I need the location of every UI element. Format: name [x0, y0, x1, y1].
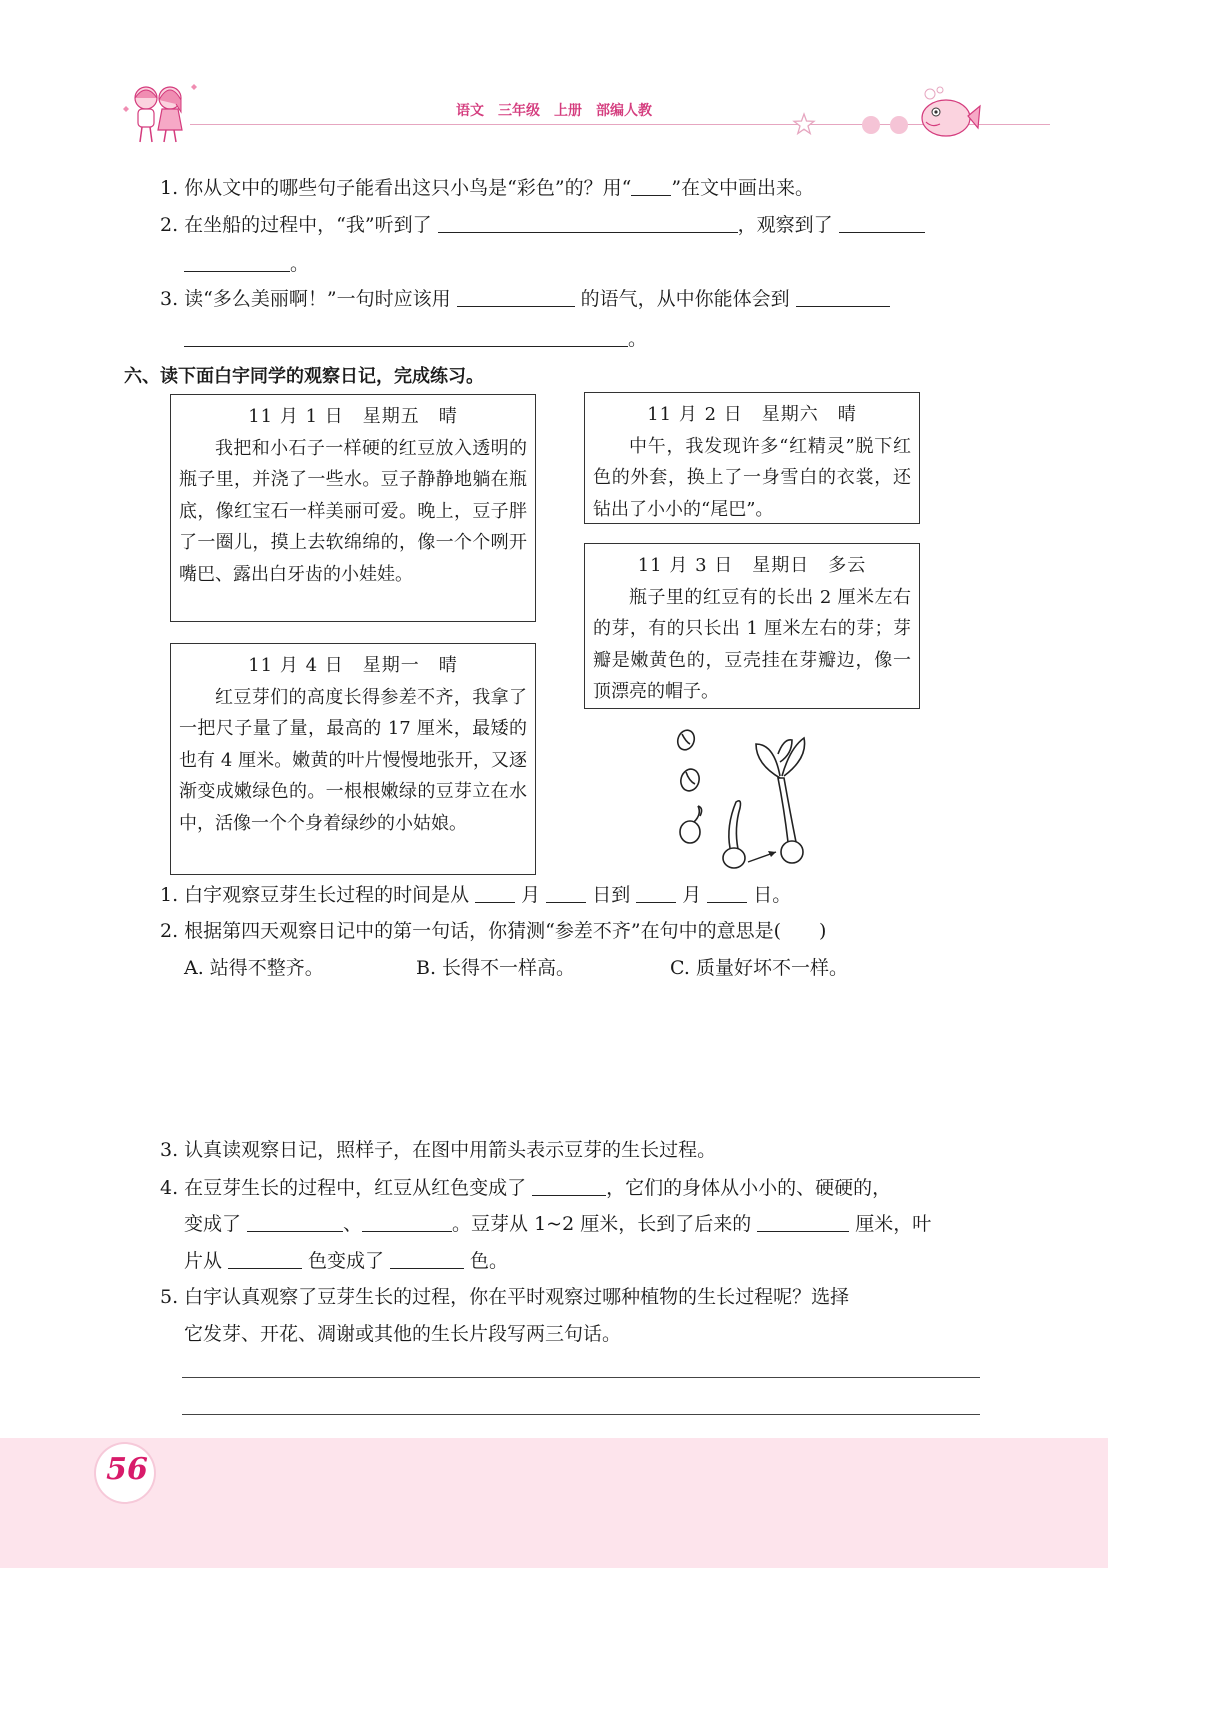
star-icon	[792, 112, 816, 140]
answer-blank[interactable]	[631, 175, 671, 196]
diary-date: 11 月 2 日 星期六 晴	[647, 404, 857, 425]
exercise-1	[160, 882, 791, 907]
question-3-text: 3. 读“多么美丽啊！”一句时应该用	[160, 288, 451, 310]
header-title: 语文 三年级 上册 部编人教	[456, 103, 652, 119]
fish-illustration	[912, 86, 982, 142]
option-c[interactable]: C. 质量好坏不一样。	[670, 957, 848, 979]
answer-blank[interactable]	[796, 286, 890, 307]
diary-body: 红豆芽们的高度长得参差不齐，我拿了一把尺子量了量，最高的 17 厘米，最矮的也有 4 厘米。嫩黄的叶片慢慢地张开，又逐渐变成嫩绿色的。一根根嫩绿的豆芽立在水中，活像一个个身着绿纱的小姑娘。	[179, 686, 527, 834]
question-2-mid: ，观察到了	[737, 214, 833, 236]
exercise-1-month-2: 月	[682, 884, 702, 906]
exercise-1-text: 1. 白宇观察豆芽生长过程的时间是从	[160, 884, 470, 906]
answer-blank[interactable]	[636, 882, 676, 903]
exercise-3: 3. 认真读观察日记，照样子，在图中用箭头表示豆芽的生长过程。	[160, 1139, 717, 1161]
question-2-cont	[184, 251, 309, 276]
diary-body: 瓶子里的红豆有的长出 2 厘米左右的芽，有的只长出 1 厘米左右的芽；芽瓣是嫩黄色的，豆壳挂在芽瓣边，像一顶漂亮的帽子。	[593, 586, 911, 702]
question-3	[160, 286, 890, 311]
exercise-4-text: ，它们的身体从小小的、硬硬的，	[606, 1177, 892, 1199]
diary-entry-4	[170, 643, 536, 875]
diary-date: 11 月 1 日 星期五 晴	[248, 406, 458, 427]
answer-blank[interactable]	[757, 1211, 849, 1232]
exercise-4-text: 色变成了	[308, 1250, 385, 1272]
exercise-4-text: 、	[343, 1213, 363, 1235]
answer-blank[interactable]	[707, 882, 747, 903]
answer-blank[interactable]	[457, 286, 575, 307]
question-1	[160, 175, 814, 200]
bean-sprouts-figure[interactable]	[660, 728, 820, 874]
section-6-title: 六、读下面白宇同学的观察日记，完成练习。	[124, 366, 484, 387]
diary-entry-2	[584, 392, 920, 524]
answer-blank[interactable]	[184, 326, 628, 347]
header-dot	[862, 116, 880, 134]
exercise-1-day-2: 日。	[753, 884, 792, 906]
question-1-after: ”在文中画出来。	[671, 177, 815, 199]
exercise-4-text: 片从	[184, 1250, 223, 1272]
page-number: 56	[106, 1452, 148, 1487]
diary-entry-1	[170, 394, 536, 622]
exercise-5-line-2: 它发芽、开花、凋谢或其他的生长片段写两三句话。	[184, 1323, 622, 1345]
diary-body: 中午，我发现许多“红精灵”脱下红色的外套，换上了一身雪白的衣裳，还钻出了小小的“尾巴”。	[593, 435, 911, 520]
question-2	[160, 212, 925, 237]
exercise-4-line-2	[184, 1211, 931, 1236]
answer-blank[interactable]	[532, 1175, 606, 1196]
exercise-4-text: 。豆芽从 1~2 厘米，长到了后来的	[452, 1213, 752, 1235]
diary-date: 11 月 3 日 星期日 多云	[637, 555, 867, 576]
exercise-4-text: 厘米，叶	[855, 1213, 932, 1235]
exercise-4-line-1	[160, 1175, 891, 1200]
answer-blank[interactable]	[362, 1211, 452, 1232]
question-2-end: 。	[290, 253, 310, 275]
answer-blank[interactable]	[390, 1248, 464, 1269]
writing-line[interactable]	[182, 1377, 980, 1378]
option-b[interactable]: B. 长得不一样高。	[416, 957, 576, 979]
question-2-text: 2. 在坐船的过程中，“我”听到了	[160, 214, 432, 236]
answer-blank[interactable]	[438, 212, 738, 233]
option-a[interactable]: A. 站得不整齐。	[184, 957, 324, 979]
diary-entry-3	[584, 543, 920, 709]
question-3-cont	[184, 326, 647, 351]
answer-blank[interactable]	[839, 212, 925, 233]
answer-blank[interactable]	[475, 882, 515, 903]
answer-blank[interactable]	[184, 251, 290, 272]
diary-date: 11 月 4 日 星期一 晴	[248, 655, 458, 676]
question-3-end: 。	[628, 328, 648, 350]
question-1-text: 1. 你从文中的哪些句子能看出这只小鸟是“彩色”的？用“	[160, 177, 632, 199]
exercise-4-text: 4. 在豆芽生长的过程中，红豆从红色变成了	[160, 1177, 527, 1199]
writing-line[interactable]	[182, 1414, 980, 1415]
answer-blank[interactable]	[546, 882, 586, 903]
answer-blank[interactable]	[247, 1211, 343, 1232]
exercise-5-line-1: 5. 白宇认真观察了豆芽生长的过程，你在平时观察过哪种植物的生长过程呢？选择	[160, 1286, 850, 1308]
header-dot	[890, 116, 908, 134]
diary-body: 我把和小石子一样硬的红豆放入透明的瓶子里，并浇了一些水。豆子静静地躺在瓶底，像红宝石一样美丽可爱。晚上，豆子胖了一圈儿，摸上去软绵绵的，像一个个咧开嘴巴、露出白牙齿的小娃娃。	[179, 437, 527, 585]
exercise-2: 2. 根据第四天观察日记中的第一句话，你猜测“参差不齐”在句中的意思是( )	[160, 920, 827, 942]
exercise-1-day: 日到	[592, 884, 631, 906]
exercise-1-month: 月	[521, 884, 541, 906]
exercise-4-text: 变成了	[184, 1213, 242, 1235]
answer-blank[interactable]	[228, 1248, 302, 1269]
exercise-4-text: 色。	[470, 1250, 509, 1272]
question-3-mid: 的语气，从中你能体会到	[580, 288, 790, 310]
footer-band	[0, 1438, 1108, 1568]
exercise-4-line-3	[184, 1248, 508, 1273]
